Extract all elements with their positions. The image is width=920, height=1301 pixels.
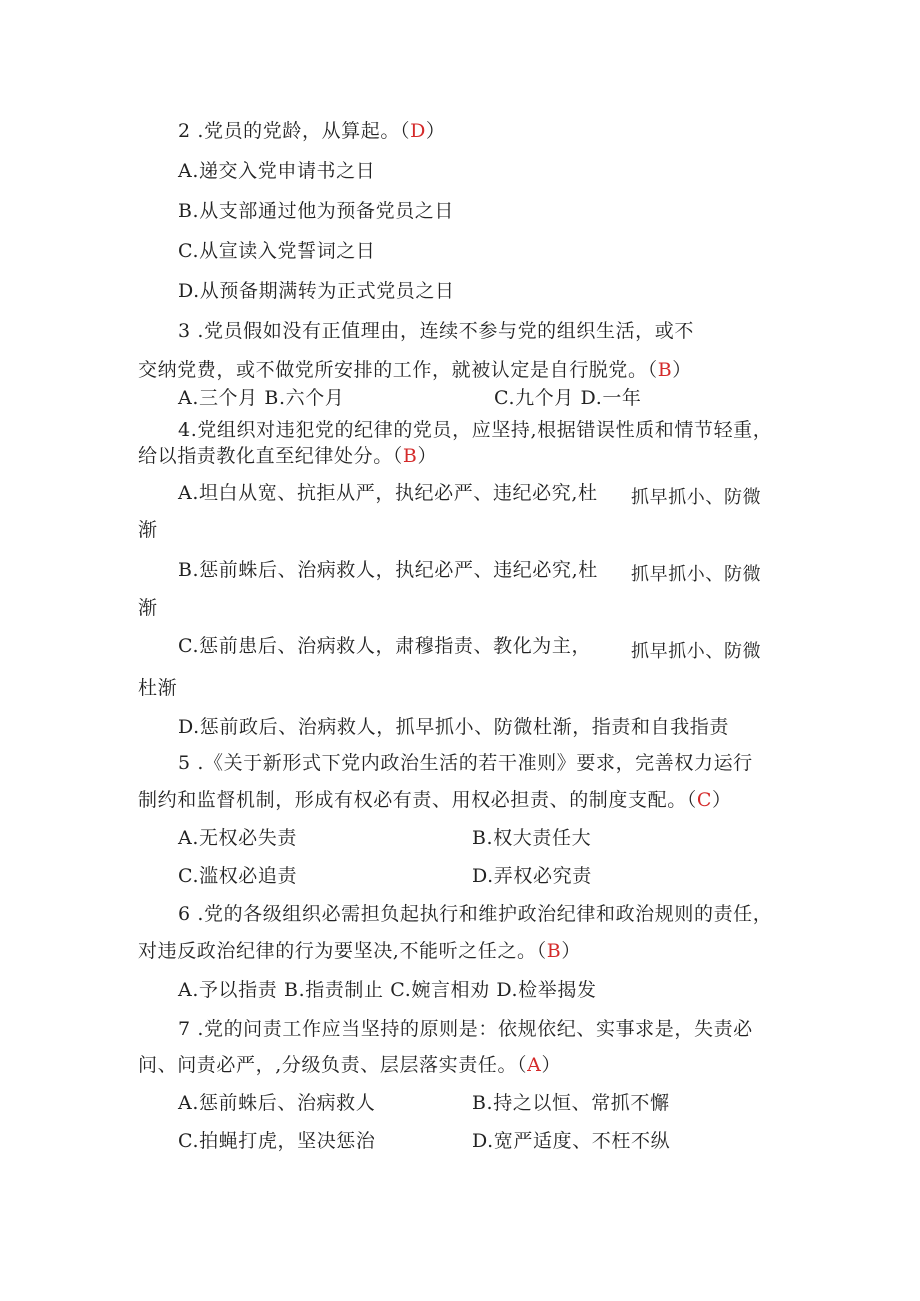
- option-b: B.持之以恒、常抓不懈: [472, 1092, 670, 1114]
- option-a: A.无权必失责: [178, 827, 297, 849]
- option-d: D.弄权必究责: [472, 865, 592, 887]
- question-6-stem-line-2: 对违反政治纪律的行为要坚决,不能听之任之。（B）: [138, 940, 581, 962]
- side-text: 抓早抓小、防微: [631, 564, 762, 585]
- answer-mark: A: [527, 1054, 542, 1076]
- option-d: D.惩前政后、治病救人，抓早抓小、防微杜渐，指责和自我指责: [178, 716, 729, 738]
- options-row: A.予以指责 B.指责制止 C.婉言相劝 D.检举揭发: [178, 979, 597, 1001]
- question-3-stem-line-2: 交纳党费，或不做党所安排的工作，就被认定是自行脱党。（B）: [138, 359, 692, 381]
- side-text: 抓早抓小、防微: [631, 487, 762, 508]
- option-a: A.坦白从宽、抗拒从严，执纪必严、违纪必究,杜: [178, 482, 598, 504]
- option-c: C.滥权必追责: [178, 865, 298, 887]
- answer-mark: B: [546, 940, 562, 962]
- option-b: B.权大责任大: [472, 827, 592, 849]
- option-c-wrap: 杜渐: [138, 677, 178, 699]
- option-cd: C.九个月 D.一年: [494, 387, 642, 409]
- option-b: B.惩前蛛后、治病救人，执纪必严、违纪必究,杜: [178, 559, 598, 581]
- option-b: B.从支部通过他为预备党员之日: [178, 200, 455, 222]
- option-d: D.从预备期满转为正式党员之日: [178, 280, 455, 302]
- option-d: D.宽严适度、不枉不纵: [472, 1130, 671, 1152]
- option-c: C.从宣读入党誓词之日: [178, 240, 376, 262]
- question-7-stem-line-1: 7 .党的问责工作应当坚持的原则是：依规依纪、实事求是，失责必: [178, 1018, 753, 1040]
- question-5-stem-line-2: 制约和监督机制，形成有权必有责、用权必担责、的制度支配。（C）: [138, 789, 732, 811]
- question-3-stem-line-1: 3 .党员假如没有正值理由，连续不参与党的组织生活，或不: [178, 320, 694, 342]
- option-a: A.惩前蛛后、治病救人: [178, 1092, 376, 1114]
- question-2-stem: 2 .党员的党龄，从算起。（D）: [178, 120, 446, 142]
- answer-mark: B: [402, 445, 418, 467]
- option-a-wrap: 渐: [138, 519, 158, 541]
- option-ab: A.三个月 B.六个月: [178, 387, 345, 409]
- question-5-stem-line-1: 5 .《关于新形式下党内政治生活的若干准则》要求，完善权力运行: [178, 752, 753, 774]
- option-c: C.拍蝇打虎，坚决惩治: [178, 1130, 376, 1152]
- answer-mark: D: [410, 120, 426, 142]
- answer-mark: C: [696, 789, 713, 811]
- side-text: 抓早抓小、防微: [631, 641, 762, 662]
- question-4-stem-line-1: 4.党组织对违犯党的纪律的党员，应坚持,根据错误性质和情节轻重，: [178, 419, 773, 441]
- question-4-stem-line-2: 给以指责教化直至纪律处分。（B）: [138, 445, 438, 467]
- question-6-stem-line-1: 6 .党的各级组织必需担负起执行和维护政治纪律和政治规则的责任，: [178, 903, 773, 925]
- option-a: A.递交入党申请书之日: [178, 160, 376, 182]
- answer-mark: B: [657, 359, 673, 381]
- question-7-stem-line-2: 问、问责必严，,分级负责、层层落实责任。（A）: [138, 1054, 562, 1076]
- option-c: C.惩前患后、治病救人，肃穆指责、教化为主，: [178, 635, 592, 657]
- option-b-wrap: 渐: [138, 597, 158, 619]
